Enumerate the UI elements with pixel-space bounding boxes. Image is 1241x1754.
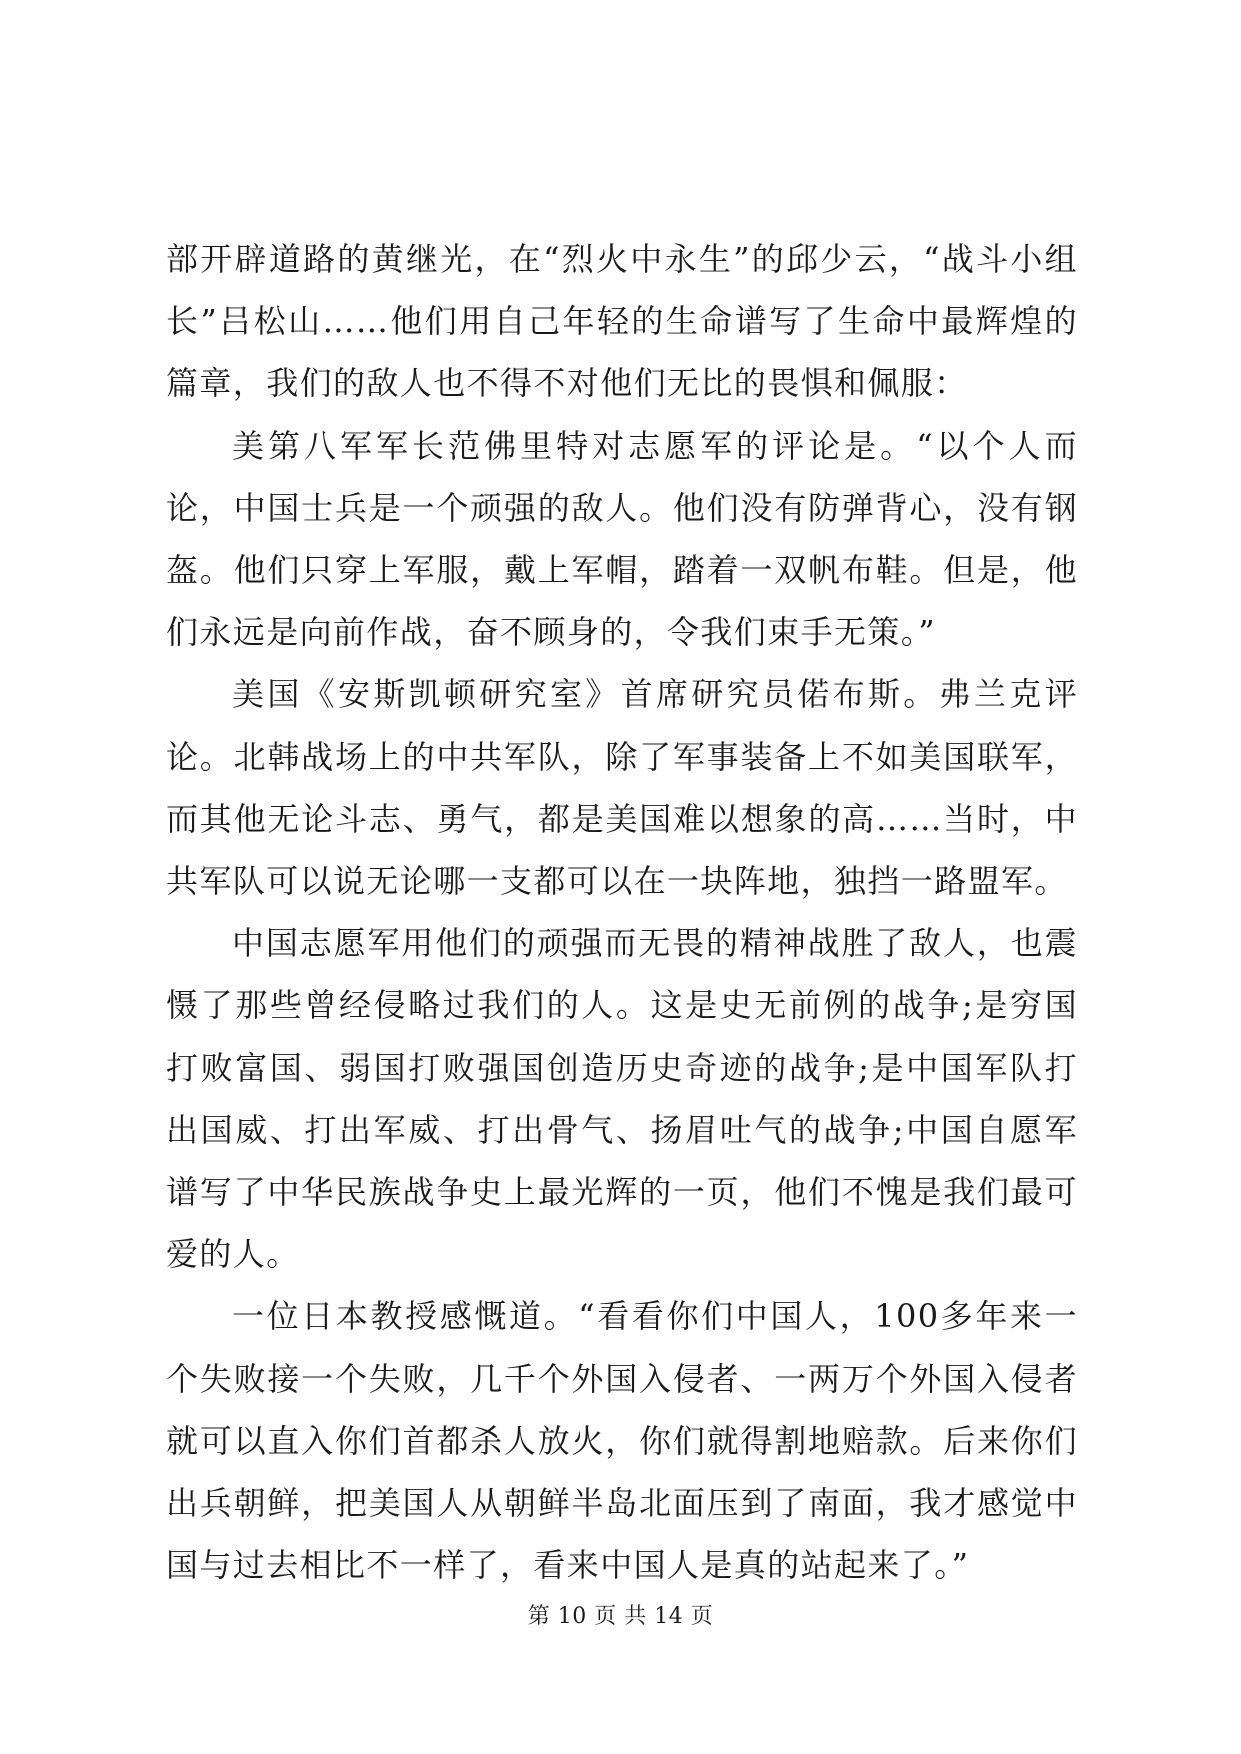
page-footer: 第 10 页 共 14 页 [527, 1604, 714, 1629]
paragraph-japanese-professor: 一位日本教授感慨道。“看看你们中国人，100多年来一个失败接一个失败，几千个外国入侵者、一两万个外国入侵者就可以直入你们首都杀人放火，你们就得割地赔款。后来你们出兵朝鲜，把美国人从朝鲜半岛北面压到了南面，我才感觉中国与过去相比不一样了，看来中国人是真的站起来了。” [166, 1297, 1078, 1585]
paragraph-van-fleet-quote: 美第八军军长范佛里特对志愿军的评论是。“以个人而论，中国士兵是一个顽强的敌人。他们没有防弹背心，没有钢盔。他们只穿上军服，戴上军帽，踏着一双帆布鞋。但是，他们永远是向前作战，奋不顾身的，令我们束手无策。” [166, 426, 1078, 652]
paragraph-volunteer-army: 中国志愿军用他们的顽强而无畏的精神战胜了敌人，也震慑了那些曾经侵略过我们的人。这是史无前例的战争;是穷国打败富国、弱国打败强国创造历史奇迹的战争;是中国军队打出国威、打出军威、打出骨气、扬眉吐气的战争;中国自愿军谱写了中华民族战争史上最光辉的一页，他们不愧是我们最可爱的人。 [166, 924, 1078, 1274]
paragraph-continuation: 部开辟道路的黄继光，在“烈火中永生”的邱少云，“战斗小组长”吕松山……他们用自己年轻的生命谱写了生命中最辉煌的篇章，我们的敌人也不得不对他们无比的畏惧和佩服： [166, 240, 1078, 403]
body-text [166, 228, 1078, 1596]
paragraph-frank-comment: 美国《安斯凯顿研究室》首席研究员偌布斯。弗兰克评论。北韩战场上的中共军队，除了军事装备上不如美国联军，而其他无论斗志、勇气，都是美国难以想象的高……当时，中共军队可以说无论哪一支都可以在一块阵地，独挡一路盟军。 [166, 675, 1078, 901]
